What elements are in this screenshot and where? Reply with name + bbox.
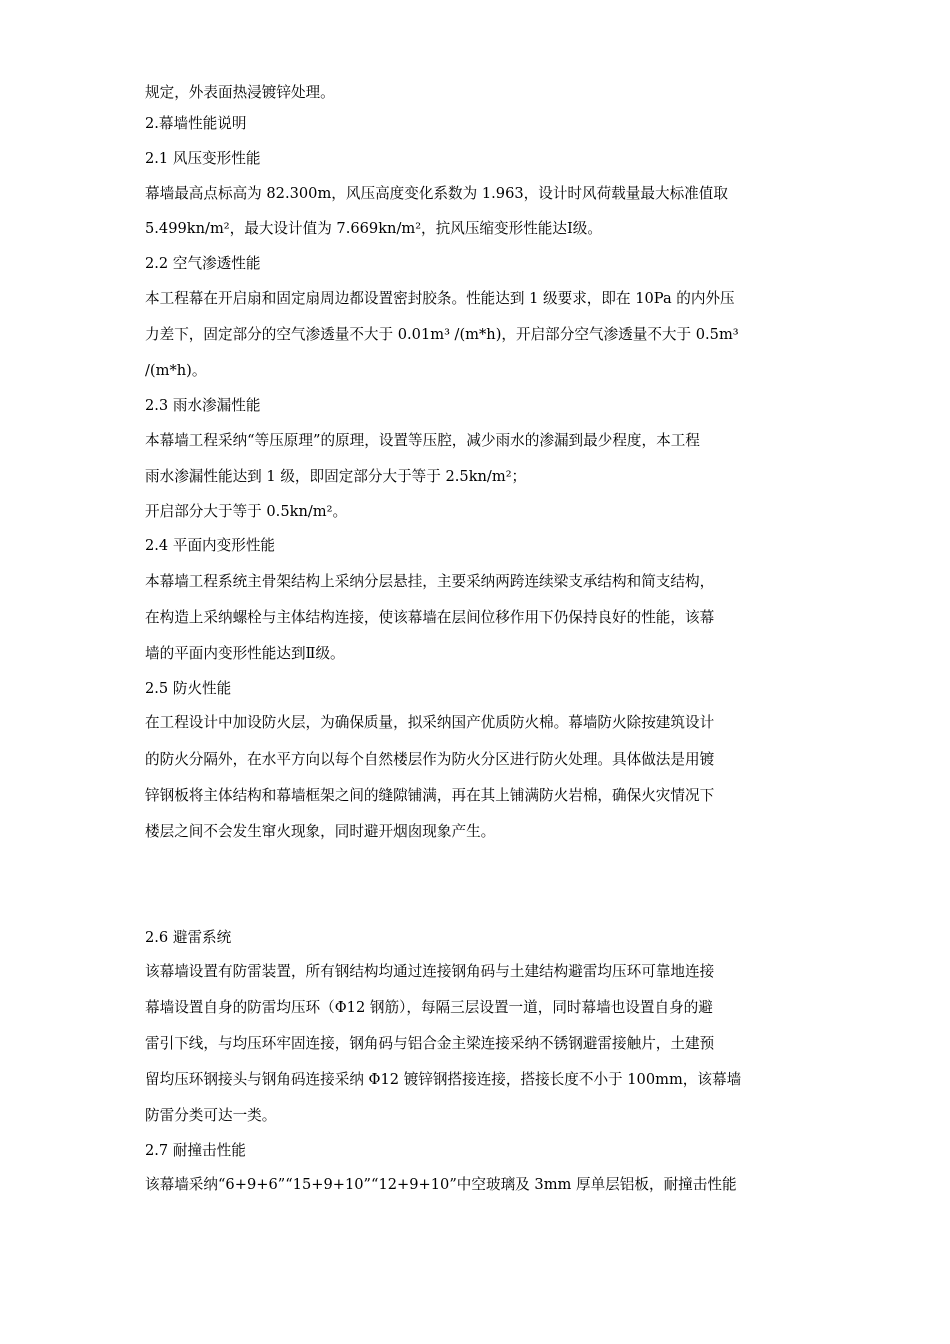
subsection-heading: 2.5 防火性能	[145, 680, 232, 697]
text-line: 锌钢板将主体结构和幕墙框架之间的缝隙铺满，再在其上铺满防火岩棉，确保火灾情况下	[145, 787, 715, 804]
text-line: 本工程幕在开启扇和固定扇周边都设置密封胶条。性能达到 1 级要求，即在 10Pa 的内外压	[145, 290, 735, 307]
subsection-heading: 2.1 风压变形性能	[145, 150, 261, 167]
text-line: 在构造上采纳螺栓与主体结构连接，使该幕墙在层间位移作用下仍保持良好的性能，该幕	[145, 609, 715, 626]
text-line: 本幕墙工程采纳“等压原理”的原理，设置等压腔，减少雨水的渗漏到最少程度，本工程	[145, 432, 700, 449]
subsection-heading: 2.4 平面内变形性能	[145, 537, 276, 554]
text-line: 力差下，固定部分的空气渗透量不大于 0.01m³ /(m*h)，开启部分空气渗透量不大于 0.5m³	[145, 326, 739, 343]
text-line: 幕墙设置自身的防雷均压环（Φ12 钢筋），每隔三层设置一道，同时幕墙也设置自身的避	[145, 999, 713, 1016]
text-line: 5.499kn/m²，最大设计值为 7.669kn/m²，抗风压缩变形性能达Ⅰ级。	[145, 220, 602, 237]
subsection-heading: 2.2 空气渗透性能	[145, 255, 261, 272]
subsection-heading: 2.3 雨水渗漏性能	[145, 397, 261, 414]
text-line: 在工程设计中加设防火层，为确保质量，拟采纳国产优质防火棉。幕墙防火除按建筑设计	[145, 714, 715, 731]
text-line: 幕墙最高点标高为 82.300m，风压高度变化系数为 1.963，设计时风荷载量最大标准值取	[145, 185, 728, 202]
text-line: 规定，外表面热浸镀锌处理。	[145, 84, 335, 101]
text-line: 雨水渗漏性能达到 1 级，即固定部分大于等于 2.5kn/m²；	[145, 468, 527, 485]
subsection-heading: 2.7 耐撞击性能	[145, 1142, 246, 1159]
text-line: 楼层之间不会发生窜火现象，同时避开烟囱现象产生。	[145, 823, 496, 840]
text-line: 雷引下线，与均压环牢固连接，钢角码与铝合金主梁连接采纳不锈钢避雷接触片，土建预	[145, 1035, 715, 1052]
text-line: 的防火分隔外，在水平方向以每个自然楼层作为防火分区进行防火处理。具体做法是用镀	[145, 751, 715, 768]
text-line: 本幕墙工程系统主骨架结构上采纳分层悬挂，主要采纳两跨连续梁支承结构和简支结构，	[145, 573, 715, 590]
text-line: /(m*h)。	[145, 362, 207, 379]
subsection-heading: 2.6 避雷系统	[145, 929, 232, 946]
text-line: 留均压环钢接头与钢角码连接采纳 Φ12 镀锌钢搭接连接，搭接长度不小于 100mm，该幕墙	[145, 1071, 742, 1088]
text-line: 墙的平面内变形性能达到Ⅱ级。	[145, 645, 345, 662]
text-line: 该幕墙设置有防雷装置，所有钢结构均通过连接钢角码与土建结构避雷均压环可靠地连接	[145, 963, 715, 980]
text-line: 防雷分类可达一类。	[145, 1107, 277, 1124]
text-line: 该幕墙采纳“6+9+6”“15+9+10”“12+9+10”中空玻璃及 3mm 厚单层铝板，耐撞击性能	[145, 1176, 737, 1193]
text-line: 开启部分大于等于 0.5kn/m²。	[145, 503, 348, 520]
section-heading: 2.幕墙性能说明	[145, 115, 247, 132]
